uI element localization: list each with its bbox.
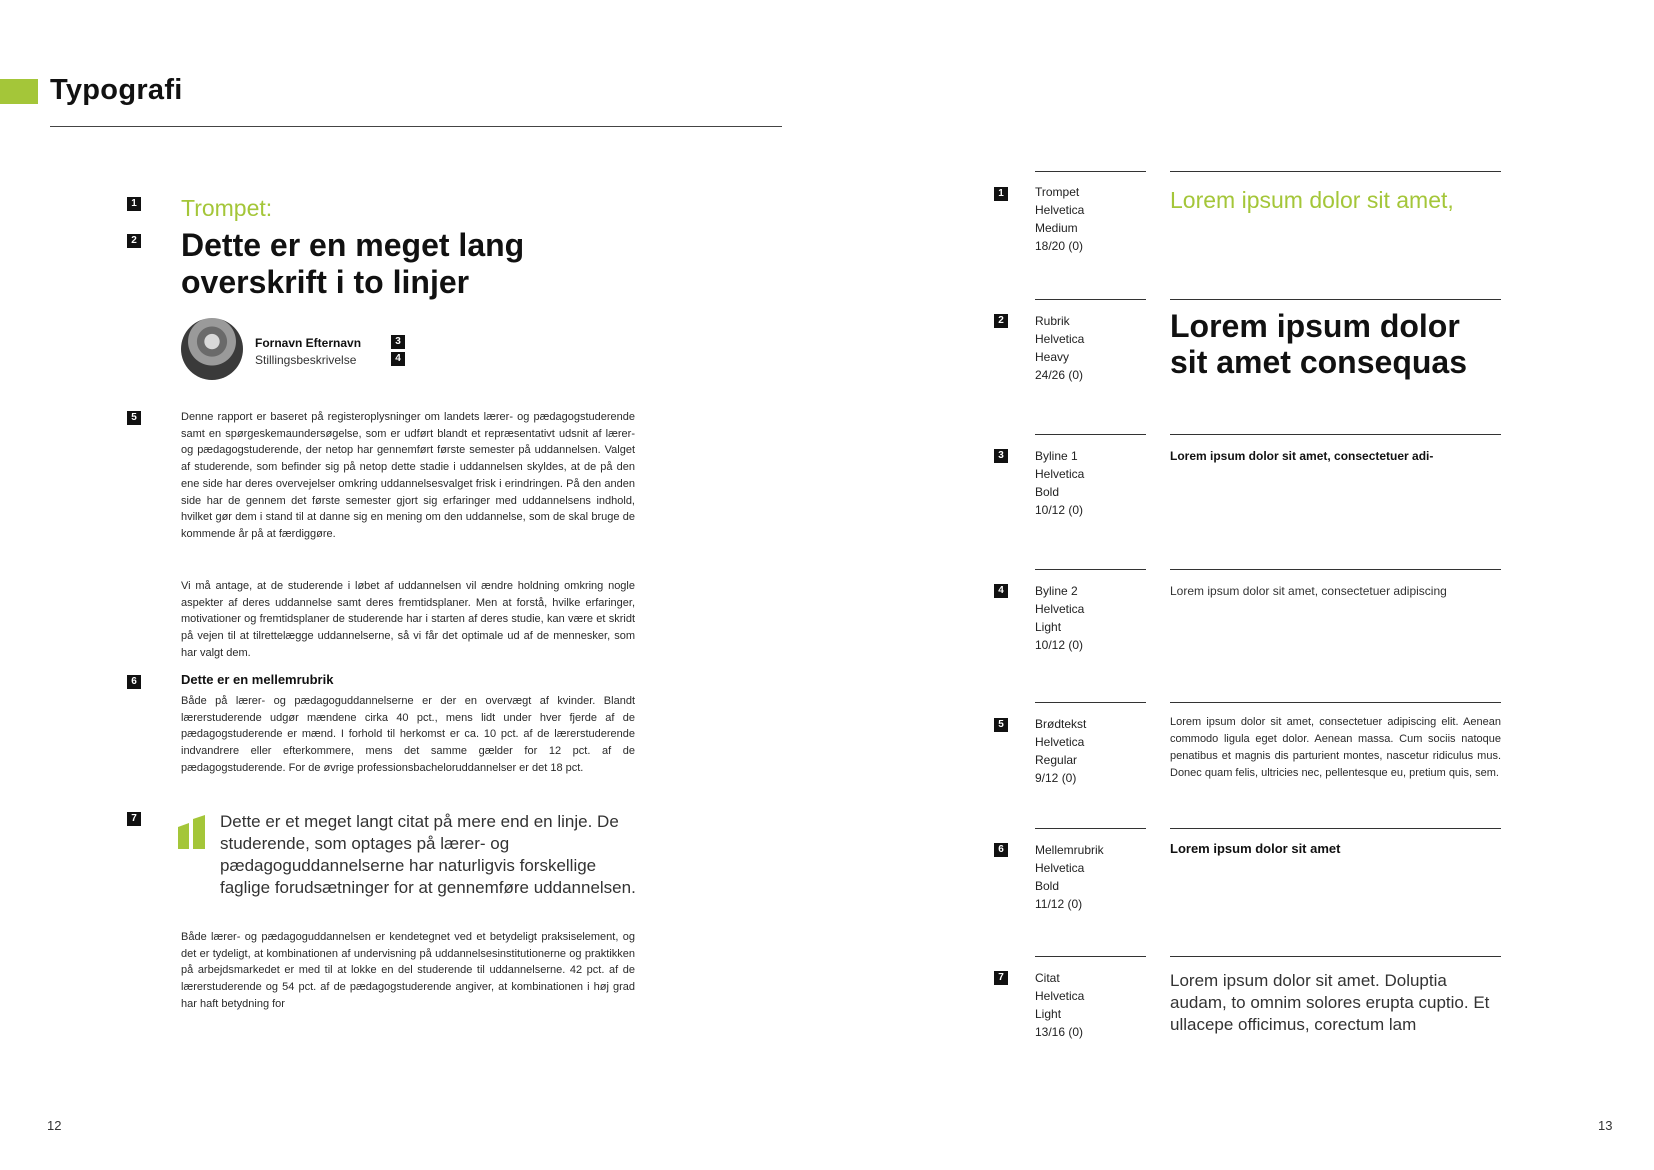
spec-label-2 (1035, 312, 1145, 384)
spec-rule (1035, 434, 1146, 435)
byline-title: Stillingsbeskrivelse (255, 353, 357, 367)
spec-weight: Medium (1035, 221, 1078, 235)
spec-label-5 (1035, 715, 1145, 787)
spec-font: Helvetica (1035, 735, 1085, 749)
spec-rule (1170, 569, 1501, 570)
badge-2: 2 (127, 234, 141, 248)
spec-name: Rubrik (1035, 314, 1070, 328)
rubrik-sample (181, 227, 641, 301)
spec-label-3 (1035, 447, 1145, 519)
spec-weight: Heavy (1035, 350, 1070, 364)
spec-size: 11/12 (0) (1035, 897, 1083, 911)
spec-size: 13/16 (0) (1035, 1025, 1084, 1039)
spec-font: Helvetica (1035, 332, 1085, 346)
title-divider (50, 126, 782, 127)
spec-font: Helvetica (1035, 203, 1085, 217)
trompet-sample: Trompet: (181, 195, 273, 221)
spec-rule (1035, 956, 1146, 957)
spec-label-6 (1035, 841, 1145, 913)
spec-label-7 (1035, 969, 1145, 1041)
badge-1: 1 (127, 197, 141, 211)
quote-mark-icon (175, 815, 209, 851)
spec-name: Mellemrubrik (1035, 843, 1104, 857)
body-paragraph-4: Både lærer- og pædagoguddannelsen er kendetegnet ved et betydeligt praksiselement, og det er tydeligt, at kombinationen af undervisning på uddannelsesinstitutionerne og praktikken på arbejdsmarkedet er med til at lokke en del studerende til uddannelserne. 42 pct. af de lærerstuderende og 54 pct. af de pædagogstuderende angiver, at kombinationen i høj grad har haft betydning for (181, 931, 635, 1010)
spec-example-2 (1170, 308, 1467, 380)
mellemrubrik-sample: Dette er en mellemrubrik (181, 672, 334, 687)
rubrik-example-line-2: sit amet consequas (1170, 344, 1467, 380)
spec-name: Byline 2 (1035, 584, 1078, 598)
spec-name: Byline 1 (1035, 449, 1078, 463)
spec-name: Citat (1035, 971, 1060, 985)
spec-size: 10/12 (0) (1035, 638, 1084, 652)
spec-example-1: Lorem ipsum dolor sit amet, (1170, 187, 1454, 213)
spec-example-6: Lorem ipsum dolor sit amet (1170, 841, 1341, 856)
spec-font: Helvetica (1035, 602, 1085, 616)
spec-rule (1035, 828, 1146, 829)
page-number-right: 13 (1598, 1118, 1613, 1133)
page-number-left: 12 (47, 1118, 62, 1133)
spec-rule (1170, 434, 1501, 435)
spec-rule (1170, 702, 1501, 703)
spec-label-1 (1035, 183, 1145, 255)
spec-example-3: Lorem ipsum dolor sit amet, consectetuer adi- (1170, 449, 1434, 463)
spec-badge-2: 2 (994, 314, 1008, 328)
spec-badge-5: 5 (994, 718, 1008, 732)
badge-4: 4 (391, 352, 405, 366)
spec-label-4 (1035, 582, 1145, 654)
spec-example-7: Lorem ipsum dolor sit amet. Doluptia audam, to omnim solores erupta cuptio. Et ullacepe officimus, corectum lam (1170, 971, 1490, 1034)
page-title: Typografi (50, 74, 183, 106)
spec-badge-1: 1 (994, 187, 1008, 201)
spec-weight: Bold (1035, 485, 1060, 499)
spec-rule (1035, 702, 1146, 703)
badge-7: 7 (127, 812, 141, 826)
spec-example-5: Lorem ipsum dolor sit amet, consectetuer adipiscing elit. Aenean commodo ligula eget dolor. Aenean massa. Cum sociis natoque penatibus et magnis dis parturient montes, nascetur ridiculus mus. Donec quam felis, ultricies nec, pellentesque eu, pretium quis, sem. (1170, 716, 1501, 779)
avatar (181, 318, 243, 380)
spec-weight: Regular (1035, 753, 1078, 767)
spec-badge-7: 7 (994, 971, 1008, 985)
spec-size: 24/26 (0) (1035, 368, 1084, 382)
badge-6: 6 (127, 675, 141, 689)
badge-5: 5 (127, 411, 141, 425)
spec-badge-3: 3 (994, 449, 1008, 463)
spec-weight: Bold (1035, 879, 1060, 893)
spec-rule (1170, 299, 1501, 300)
spec-rule (1035, 299, 1146, 300)
spec-size: 9/12 (0) (1035, 771, 1077, 785)
body-paragraph-1: Denne rapport er baseret på registeroplysninger om landets lærer- og pædagogstuderende samt en spørgeskemaundersøgelse, som er udført blandt et repræsentativt udsnit af lærer- og pædagogstuderende, der netop har gennemført første semester på uddannelsen. Valget af studerende, som befinder sig på netop dette stadie i uddannelsen skyldes, at de på den ene side har deres overvejelser omkring uddannelsesvalget frisk i erindringen. På den anden side har de gennem det første semester gjort sig erfaringer med uddannelsens indhold, hvilket gør dem i stand til at danne sig en mening om den uddannelse, som de skal bruge de kommende år på at færdiggøre. (181, 411, 635, 540)
badge-3: 3 (391, 335, 405, 349)
body-paragraph-3: Både på lærer- og pædagoguddannelserne er der en overvægt af kvinder. Blandt lærerstuderende udgør mændene cirka 40 pct., mens lidt under hver fjerde af de pædagogstuderende er mænd. I forhold til herkomst er ca. 10 pct. af de lærerstuderende indvandrere eller efterkommere, mens det samme gælder for 12 pct. af de pædagogstuderende. For de øvrige professionsbacheloruddannelser er det 18 pct. (181, 695, 635, 774)
byline-name: Fornavn Efternavn (255, 336, 362, 350)
spec-badge-6: 6 (994, 843, 1008, 857)
spec-rule (1035, 171, 1146, 172)
spec-rule (1170, 956, 1501, 957)
spec-badge-4: 4 (994, 584, 1008, 598)
rubrik-example-line-1: Lorem ipsum dolor (1170, 308, 1460, 344)
spec-rule (1035, 569, 1146, 570)
spec-font: Helvetica (1035, 861, 1085, 875)
spec-size: 10/12 (0) (1035, 503, 1084, 517)
spec-weight: Light (1035, 1007, 1062, 1021)
rubrik-line-2: overskrift i to linjer (181, 264, 470, 300)
spec-example-4: Lorem ipsum dolor sit amet, consectetuer adipiscing (1170, 584, 1447, 598)
body-paragraph-2: Vi må antage, at de studerende i løbet af uddannelsen vil ændre holdning omkring nogle aspekter af deres uddannelse samt deres fremtidsplaner. Men at forstå, hvilke erfaringer, motivationer og fremtidsplaner de studerende har i starten af deres studie, kan være et skridt på vejen til at tilrettelægge uddannelserne, så vi får det optimale ud af de mennesker, som har valgt dem. (181, 580, 635, 659)
spec-size: 18/20 (0) (1035, 239, 1084, 253)
rubrik-line-1: Dette er en meget lang (181, 227, 525, 263)
spec-font: Helvetica (1035, 989, 1085, 1003)
spec-rule (1170, 828, 1501, 829)
spec-rule (1170, 171, 1501, 172)
spec-name: Trompet (1035, 185, 1080, 199)
spec-font: Helvetica (1035, 467, 1085, 481)
spec-name: Brødtekst (1035, 717, 1087, 731)
accent-tab (0, 79, 38, 104)
spec-weight: Light (1035, 620, 1062, 634)
citat-sample: Dette er et meget langt citat på mere end en linje. De studerende, som optages på lærer- og pædagoguddannelserne har naturligvis forskellige faglige forudsætninger for at gennemføre uddannelsen. (220, 812, 636, 897)
